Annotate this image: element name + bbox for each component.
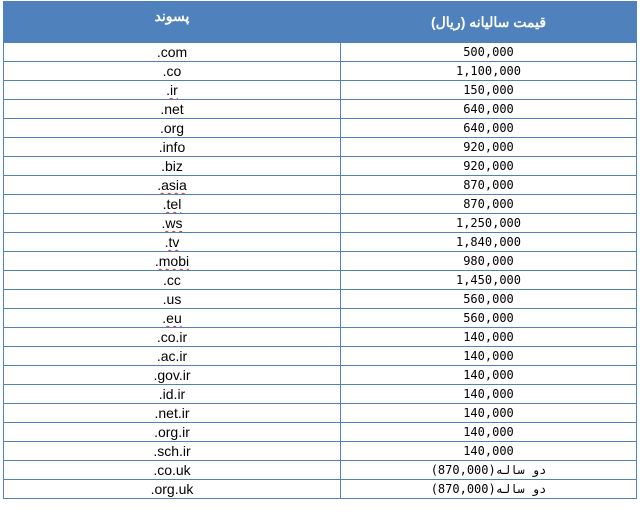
extension-cell: [4, 81, 341, 100]
extension-cell: [4, 442, 341, 461]
table-row: [4, 195, 637, 214]
price-cell: 140,000: [341, 442, 637, 461]
table-row: [4, 347, 637, 366]
extension-cell: [4, 119, 341, 138]
price-cell: 1,840,000: [341, 233, 637, 252]
table-row: [4, 423, 637, 442]
extension-cell: [4, 195, 341, 214]
table-row: [4, 328, 637, 347]
table-row: [4, 233, 637, 252]
extension-text: .biz: [161, 158, 183, 174]
price-cell: 870,000: [341, 176, 637, 195]
table-header: [4, 2, 637, 43]
price-cell: 500,000: [341, 43, 637, 62]
price-cell: 640,000: [341, 119, 637, 138]
extension-cell: [4, 157, 341, 176]
header-row: [4, 2, 637, 43]
table-row: [4, 100, 637, 119]
table-row: [4, 62, 637, 81]
extension-text: .org.ir: [154, 424, 190, 440]
price-cell: 640,000: [341, 100, 637, 119]
extension-column-header: پسوند: [4, 2, 341, 43]
table-body: [4, 43, 637, 499]
table-row: [4, 404, 637, 423]
price-cell: دو ساله(870,000): [341, 480, 637, 499]
extension-text: .sch.ir: [153, 443, 191, 459]
extension-cell: [4, 461, 341, 480]
extension-text: .ir: [166, 82, 178, 98]
extension-cell: [4, 214, 341, 233]
extension-text: .asia: [157, 177, 187, 193]
extension-text: .tel: [162, 196, 182, 212]
table-row: [4, 176, 637, 195]
extension-cell: [4, 404, 341, 423]
price-cell: 140,000: [341, 423, 637, 442]
price-cell: 140,000: [341, 328, 637, 347]
price-cell: 560,000: [341, 290, 637, 309]
price-column-header: قیمت سالیانه (ریال): [341, 2, 637, 43]
extension-cell: [4, 347, 341, 366]
price-cell: 140,000: [341, 347, 637, 366]
table-row: [4, 309, 637, 328]
table-row: [4, 385, 637, 404]
extension-text: .id.ir: [158, 386, 186, 402]
extension-text: .ac.ir: [156, 348, 188, 364]
table-row: [4, 157, 637, 176]
price-cell: 1,450,000: [341, 271, 637, 290]
extension-cell: [4, 43, 341, 62]
price-cell: 1,250,000: [341, 214, 637, 233]
extension-text: .cc: [163, 272, 181, 288]
price-cell: 1,100,000: [341, 62, 637, 81]
price-cell: 140,000: [341, 385, 637, 404]
extension-cell: [4, 480, 341, 499]
extension-cell: [4, 423, 341, 442]
extension-cell: [4, 176, 341, 195]
table-row: [4, 252, 637, 271]
extension-cell: [4, 366, 341, 385]
table-row: [4, 271, 637, 290]
extension-text: .eu: [162, 310, 182, 326]
extension-cell: [4, 100, 341, 119]
extension-text: .net.ir: [154, 405, 190, 421]
table-row: [4, 43, 637, 62]
price-cell: 920,000: [341, 157, 637, 176]
table-row: [4, 81, 637, 100]
price-cell: 140,000: [341, 404, 637, 423]
price-cell: دو ساله(870,000): [341, 461, 637, 480]
price-cell: 140,000: [341, 366, 637, 385]
table-row: [4, 119, 637, 138]
extension-cell: [4, 62, 341, 81]
extension-text: .info: [158, 139, 186, 155]
extension-cell: [4, 138, 341, 157]
extension-text: .org: [159, 120, 185, 136]
extension-text: .gov.ir: [153, 367, 191, 383]
price-cell: 870,000: [341, 195, 637, 214]
price-cell: 980,000: [341, 252, 637, 271]
domain-price-table: [3, 1, 637, 499]
table-row: [4, 461, 637, 480]
extension-text: .co: [162, 63, 182, 79]
extension-text: .us: [162, 291, 182, 307]
extension-text: .com: [156, 44, 188, 60]
extension-text: .tv: [164, 234, 180, 250]
extension-text: .org.uk: [150, 481, 194, 497]
table-row: [4, 290, 637, 309]
table-row: [4, 442, 637, 461]
extension-cell: [4, 252, 341, 271]
extension-cell: [4, 233, 341, 252]
extension-cell: [4, 328, 341, 347]
table-row: [4, 214, 637, 233]
extension-text: .net: [160, 101, 184, 117]
extension-text: .mobi: [154, 253, 190, 269]
price-cell: 560,000: [341, 309, 637, 328]
table-row: [4, 366, 637, 385]
extension-cell: [4, 309, 341, 328]
table-row: [4, 480, 637, 499]
extension-cell: [4, 385, 341, 404]
price-cell: 150,000: [341, 81, 637, 100]
extension-cell: [4, 290, 341, 309]
extension-text: .ws: [161, 215, 183, 231]
table-row: [4, 138, 637, 157]
extension-cell: [4, 271, 341, 290]
extension-text: .co.ir: [156, 329, 188, 345]
extension-text: .co.uk: [153, 462, 191, 478]
price-cell: 920,000: [341, 138, 637, 157]
